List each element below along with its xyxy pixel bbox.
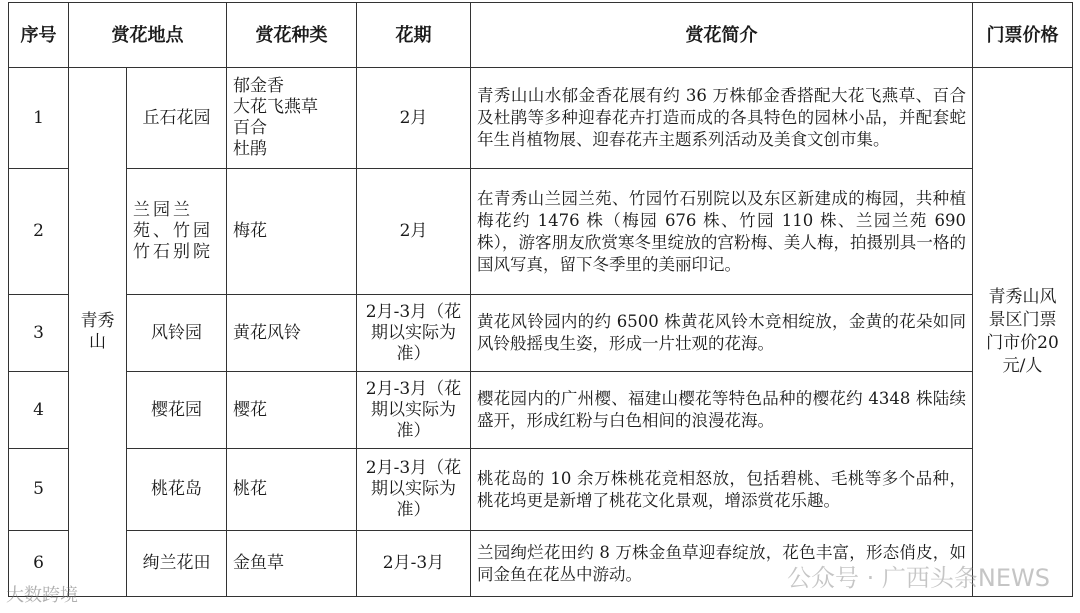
header-species: 赏花种类: [227, 3, 357, 68]
row-species: 郁金香 大花飞燕草 百合 杜鹃: [227, 68, 357, 169]
group-location: 青秀山: [69, 68, 127, 597]
row-no: 5: [9, 449, 69, 531]
ticket-price: 青秀山风景区门票门市价20元/人: [973, 68, 1073, 597]
header-ticket: 门票价格: [973, 3, 1073, 68]
table-row: [9, 372, 1073, 449]
row-species: 金鱼草: [227, 531, 357, 597]
row-species: 梅花: [227, 169, 357, 295]
table-row: [9, 295, 1073, 372]
table-row: [9, 449, 1073, 531]
row-spot: 兰园兰苑、竹园竹石别院: [127, 169, 227, 295]
row-period: 2月-3月（花期以实际为准）: [357, 449, 471, 531]
table-row: [9, 169, 1073, 295]
row-spot: 樱花园: [127, 372, 227, 449]
header-period: 花期: [357, 3, 471, 68]
table-row: [9, 68, 1073, 169]
row-spot: 风铃园: [127, 295, 227, 372]
row-no: 2: [9, 169, 69, 295]
watermark-right: 公众号 · 广西头条NEWS: [787, 564, 1050, 592]
table-row: [9, 531, 1073, 597]
header-intro: 赏花简介: [471, 3, 973, 68]
row-intro: 兰园绚烂花田约 8 万株金鱼草迎春绽放，花色丰富，形态俏皮，如同金鱼在花丛中游动。: [471, 531, 973, 597]
row-intro: 桃花岛的 10 余万株桃花竞相怒放，包括碧桃、毛桃等多个品种，桃花坞更是新增了桃花文化景观，增添赏花乐趣。: [471, 449, 973, 531]
row-species: 黄花风铃: [227, 295, 357, 372]
row-species: 桃花: [227, 449, 357, 531]
row-period: 2月: [357, 68, 471, 169]
row-intro: 青秀山山水郁金香花展有约 36 万株郁金香搭配大花飞燕草、百合及杜鹃等多种迎春花卉打造而成的各具特色的园林小品，并配套蛇年生肖植物展、迎春花卉主题系列活动及美食文创市集。: [471, 68, 973, 169]
row-intro: 黄花风铃园内的约 6500 株黄花风铃木竞相绽放，金黄的花朵如同风铃般摇曳生姿，形成一片壮观的花海。: [471, 295, 973, 372]
header-no: 序号: [9, 3, 69, 68]
row-intro: 在青秀山兰园兰苑、竹园竹石别院以及东区新建成的梅园，共种植梅花约 1476 株（梅园 676 株、竹园 110 株、兰园兰苑 690 株），游客朋友欣赏寒冬里绽放的宫粉梅、美人梅，拍摄别具一格的国风写真，留下冬季里的美丽印记。: [471, 169, 973, 295]
row-no: 4: [9, 372, 69, 449]
row-no: 3: [9, 295, 69, 372]
flower-viewing-table: [8, 2, 1073, 597]
row-spot: 丘石花园: [127, 68, 227, 169]
row-period: 2月: [357, 169, 471, 295]
row-no: 6: [9, 531, 69, 597]
watermark-left: 大数跨境: [6, 585, 78, 606]
row-spot: 桃花岛: [127, 449, 227, 531]
row-species: 樱花: [227, 372, 357, 449]
row-period: 2月-3月: [357, 531, 471, 597]
row-intro: 樱花园内的广州樱、福建山樱花等特色品种的樱花约 4348 株陆续盛开，形成红粉与白色相间的浪漫花海。: [471, 372, 973, 449]
row-no: 1: [9, 68, 69, 169]
header-row: [9, 3, 1073, 68]
row-period: 2月-3月（花期以实际为准）: [357, 295, 471, 372]
header-location: 赏花地点: [69, 3, 227, 68]
row-period: 2月-3月（花期以实际为准）: [357, 372, 471, 449]
row-spot: 绚兰花田: [127, 531, 227, 597]
